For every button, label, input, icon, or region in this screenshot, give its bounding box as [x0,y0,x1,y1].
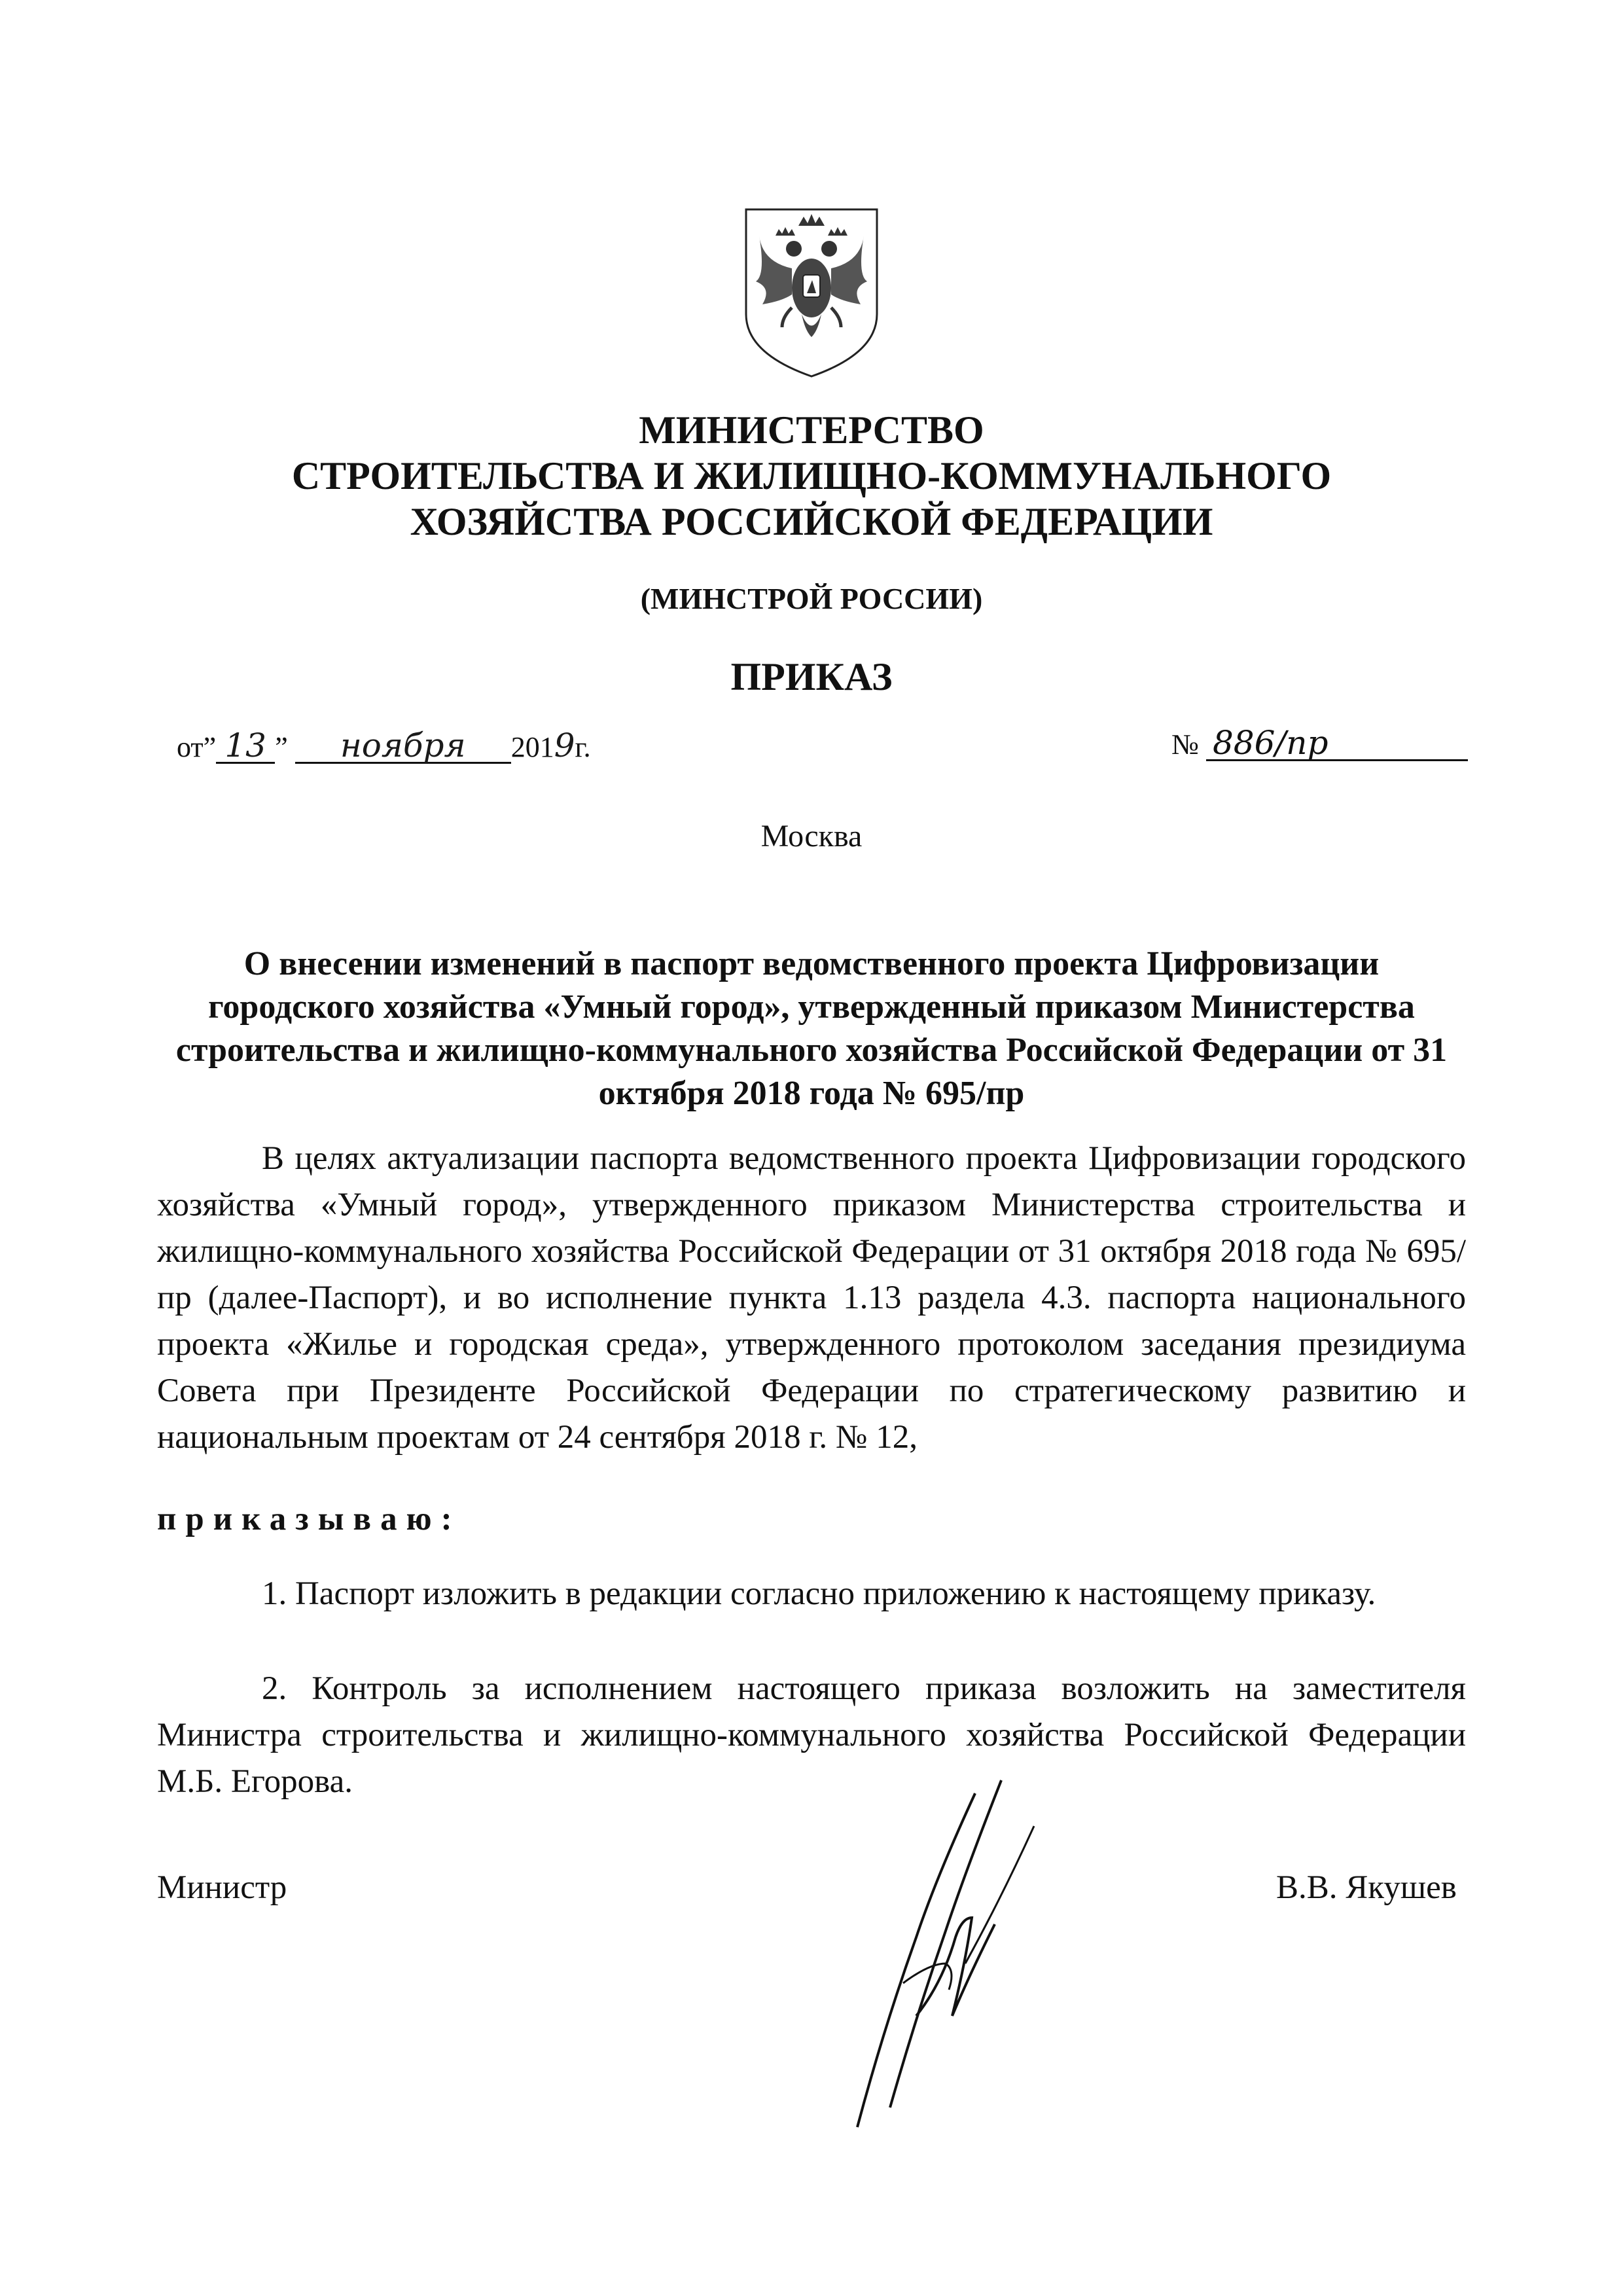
number-value: 886/пр [1206,726,1468,761]
date-year-end: г. [575,731,591,763]
signatory-role: Министр [157,1869,287,1906]
date-year-suffix: 9 [554,726,575,764]
date-month: ноября [295,729,511,764]
ministry-name-line-3: ХОЗЯЙСТВА РОССИЙСКОЙ ФЕДЕРАЦИИ [410,500,1213,543]
date-open-quote: ” [203,731,217,763]
signatory-name: В.В. Якушев [1276,1869,1457,1906]
date-day: 13 [216,729,275,764]
ministry-short-name: (МИНСТРОЙ РОССИИ) [640,582,983,615]
number-prefix: № [1171,728,1199,761]
ministry-name-line-1: МИНИСТЕРСТВО [639,408,984,452]
ministry-name-line-2: СТРОИТЕЛЬСТВА И ЖИЛИЩНО-КОММУНАЛЬНОГО [291,454,1332,497]
preamble-paragraph: В целях актуализации паспорта ведомственного проекта Цифровизации городского хозяйства «Умный город», утвержденного приказом Министерства строительства и жилищно-коммунального хозяйства Российской Федерации от 31 октября 2018 года № 695/пр (далее-Паспорт), и во исполнение пункта 1.13 раздела 4.3. паспорта национального проекта «Жилье и городская среда», утвержденного протоколом заседания президиума Совета при Президенте Российской Федерации по стратегическому развитию и национальным проектам от 24 сентября 2018 г. № 12, [157,1140,1466,1456]
document-type: ПРИКАЗ [730,655,893,698]
russian-coat-of-arms-icon [736,196,887,380]
order-item-1: 1. Паспорт изложить в редакции согласно приложению к настоящему приказу. [262,1575,1376,1612]
date-year-prefix: 201 [510,731,554,763]
date-prefix: от [177,731,204,763]
date-close-quote: ” [275,731,288,763]
order-title: О внесении изменений в паспорт ведомственного проекта Цифровизации городского хозяйства «Умный город», утвержденный приказом Министерства строительства и жилищно-коммунального хозяйства Российской Федерации от 31 октября 2018 года № 695/пр [175,945,1448,1112]
order-item-2: 2. Контроль за исполнением настоящего приказа возложить на заместителя Министра строительства и жилищно-коммунального хозяйства Российской Федерации М.Б. Егорова. [157,1670,1466,1800]
handwritten-signature-icon [805,1767,1099,2134]
order-date [177,726,591,766]
order-number [1171,726,1468,761]
city: Москва [760,819,863,853]
order-word: приказываю: [157,1501,461,1537]
